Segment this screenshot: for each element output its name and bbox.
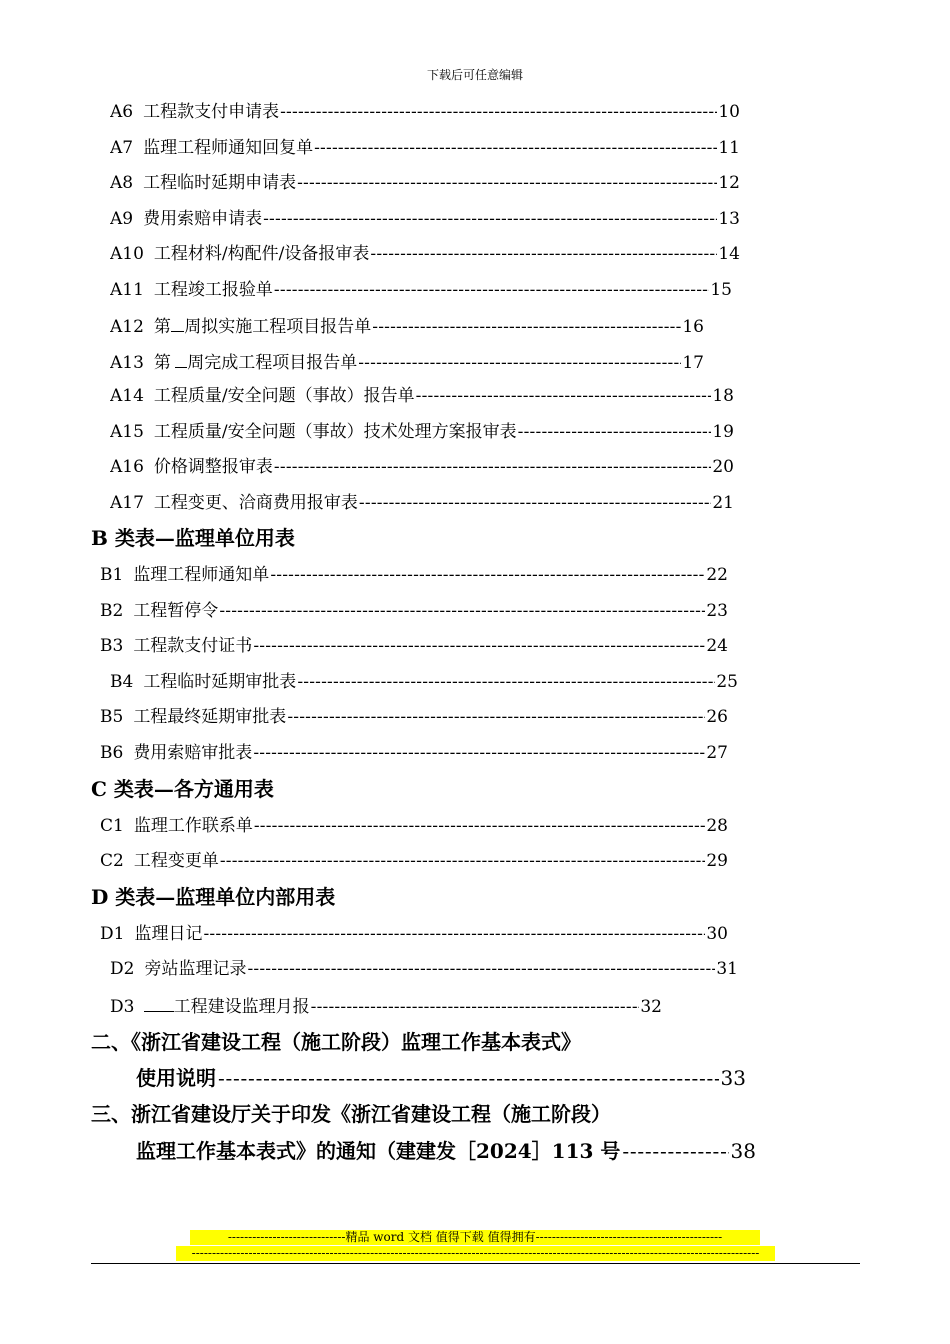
dot-leader [220, 849, 706, 873]
entry-code: B6 [100, 743, 124, 763]
entry-code: A9 [110, 209, 134, 229]
entry-page: 19 [712, 422, 734, 442]
entry-code: D1 [100, 924, 125, 944]
footer-banner-line1: -----------------------------精品 word 文档 值得下载 值得拥有---------------------------------------------- [190, 1230, 760, 1245]
toc-entry-b3[interactable] [100, 634, 728, 658]
entry-code: B4 [110, 672, 134, 692]
entry-page: 17 [682, 353, 704, 373]
toc-entry-b2[interactable] [100, 599, 728, 623]
entry-code: A7 [110, 138, 134, 158]
dot-leader [253, 741, 705, 765]
dot-leader [218, 1063, 719, 1093]
toc-entry-a16[interactable] [110, 455, 734, 479]
entry-page: 26 [706, 707, 728, 727]
section-heading-c: C 类表—各方通用表 [91, 777, 274, 801]
fill-blank [144, 993, 173, 1012]
entry-title: 监理工程师通知回复单 [143, 138, 314, 158]
entry-title: 旁站监理记录 [144, 959, 247, 979]
entry-title: 监理工程师通知单 [133, 565, 270, 585]
entry-page: 24 [706, 636, 728, 656]
toc-entry-a6[interactable] [110, 100, 740, 124]
entry-page: 20 [712, 457, 734, 477]
entry-code: A13 [110, 353, 144, 373]
entry-code: B3 [100, 636, 124, 656]
dot-leader [254, 814, 706, 838]
toc-entry-a12[interactable] [110, 313, 704, 337]
dot-leader [311, 995, 640, 1017]
entry-title: 使用说明 [136, 1066, 216, 1090]
entry-code: C2 [100, 851, 124, 871]
dot-leader [370, 242, 717, 266]
dot-leader [297, 670, 715, 694]
toc-entry-a13[interactable] [110, 349, 704, 373]
entry-title: 周拟实施工程项目报告单 [184, 317, 372, 337]
entry-code: A16 [110, 457, 144, 477]
entry-title-prefix: 第 [153, 353, 171, 373]
entry-page: 14 [718, 244, 740, 264]
entry-title: 工程竣工报验单 [153, 280, 273, 300]
dot-leader [219, 599, 705, 623]
entry-title: 工程质量/安全问题（事故）技术处理方案报审表 [153, 422, 517, 442]
entry-page: 25 [716, 672, 738, 692]
dot-leader [372, 315, 681, 337]
entry-page: 27 [706, 743, 728, 763]
fill-blank [171, 313, 184, 332]
toc-entry-c1[interactable] [100, 814, 728, 838]
entry-title: 监理工作联系单 [133, 816, 253, 836]
entry-code: A6 [110, 102, 134, 122]
dot-leader [274, 455, 711, 479]
toc-entry-a11[interactable] [110, 278, 732, 302]
toc-entry-c2[interactable] [100, 849, 728, 873]
toc-entry-a15[interactable] [110, 420, 734, 444]
entry-title: 监理工作基本表式》的通知（建建发［2024］113 号 [136, 1139, 621, 1163]
entry-title: 费用索赔审批表 [133, 743, 253, 763]
dot-leader [314, 136, 717, 160]
toc-part2-line2[interactable] [136, 1063, 746, 1093]
dot-leader [270, 563, 705, 587]
entry-code: A10 [110, 244, 144, 264]
entry-title: 价格调整报审表 [153, 457, 273, 477]
toc-entry-d1[interactable] [100, 922, 728, 946]
toc-entry-a14[interactable] [110, 384, 734, 408]
entry-title: 工程临时延期审批表 [143, 672, 297, 692]
dot-leader [622, 1136, 728, 1166]
entry-title: 工程建设监理月报 [173, 997, 310, 1017]
entry-page: 18 [712, 386, 734, 406]
entry-code: D3 [110, 997, 135, 1017]
footer-banner-line2: -------------------------------------------------------------------------------------------------------------------------------------------- [176, 1246, 775, 1261]
section-heading-d: D 类表—监理单位内部用表 [91, 885, 336, 909]
dot-leader [203, 922, 705, 946]
entry-page: 21 [712, 493, 734, 513]
entry-page: 31 [716, 959, 738, 979]
dot-leader [280, 100, 717, 124]
dot-leader [263, 207, 717, 231]
fill-blank [175, 349, 187, 368]
entry-title: 工程变更单 [133, 851, 219, 871]
entry-page: 28 [706, 816, 728, 836]
entry-title: 周完成工程项目报告单 [187, 353, 358, 373]
entry-code: B2 [100, 601, 124, 621]
entry-code: A11 [110, 280, 144, 300]
dot-leader [358, 351, 681, 373]
entry-title: 工程变更、洽商费用报审表 [153, 493, 358, 513]
entry-title: 费用索赔申请表 [143, 209, 263, 229]
entry-page: 22 [706, 565, 728, 585]
entry-page: 29 [706, 851, 728, 871]
entry-code: A15 [110, 422, 144, 442]
footer-divider [91, 1263, 860, 1264]
entry-page: 32 [640, 997, 662, 1017]
toc-entry-d2[interactable] [110, 957, 738, 981]
toc-part3-line2[interactable] [136, 1136, 756, 1166]
entry-page: 16 [682, 317, 704, 337]
section-heading-b: B 类表—监理单位用表 [91, 526, 295, 550]
toc-entry-d3[interactable] [110, 993, 662, 1017]
entry-page: 10 [718, 102, 740, 122]
page-header: 下载后可任意编辑 [426, 68, 523, 82]
entry-code: C1 [100, 816, 124, 836]
dot-leader [253, 634, 705, 658]
toc-entry-b5[interactable] [100, 705, 728, 729]
entry-code: D2 [110, 959, 135, 979]
entry-title: 监理日记 [134, 924, 203, 944]
toc-entry-b6[interactable] [100, 741, 728, 765]
entry-code: A17 [110, 493, 144, 513]
dot-leader [297, 171, 717, 195]
entry-page: 13 [718, 209, 740, 229]
entry-code: A12 [110, 317, 144, 337]
entry-page: 30 [706, 924, 728, 944]
toc-part2-title[interactable]: 二、《浙江省建设工程（施工阶段）监理工作基本表式》 [91, 1030, 581, 1054]
toc-entry-a7[interactable] [110, 136, 740, 160]
dot-leader [416, 384, 712, 408]
toc-entry-a10[interactable] [110, 242, 740, 266]
entry-page: 38 [730, 1139, 756, 1163]
entry-page: 12 [718, 173, 740, 193]
entry-page: 33 [720, 1066, 746, 1090]
entry-title: 工程暂停令 [133, 601, 219, 621]
entry-title: 工程款支付申请表 [143, 102, 280, 122]
toc-entry-b4[interactable] [110, 670, 738, 694]
entry-code: B5 [100, 707, 124, 727]
toc-entry-a8[interactable] [110, 171, 740, 195]
toc-entry-b1[interactable] [100, 563, 728, 587]
toc-entry-a9[interactable] [110, 207, 740, 231]
entry-title: 工程临时延期申请表 [143, 173, 297, 193]
toc-entry-a17[interactable] [110, 491, 734, 515]
entry-title: 工程材料/构配件/设备报审表 [153, 244, 370, 264]
entry-title: 工程最终延期审批表 [133, 707, 287, 727]
entry-page: 23 [706, 601, 728, 621]
dot-leader [274, 278, 709, 302]
entry-page: 11 [718, 138, 740, 158]
dot-leader [518, 420, 712, 444]
entry-title-prefix: 第 [153, 317, 171, 337]
entry-code: A8 [110, 173, 134, 193]
entry-code: A14 [110, 386, 144, 406]
dot-leader [359, 491, 711, 515]
dot-leader [247, 957, 715, 981]
entry-title: 工程款支付证书 [133, 636, 253, 656]
toc-part3-title[interactable]: 三、浙江省建设厅关于印发《浙江省建设工程（施工阶段） [91, 1102, 611, 1126]
dot-leader [287, 705, 705, 729]
entry-title: 工程质量/安全问题（事故）报告单 [153, 386, 415, 406]
entry-code: B1 [100, 565, 124, 585]
entry-page: 15 [710, 280, 732, 300]
